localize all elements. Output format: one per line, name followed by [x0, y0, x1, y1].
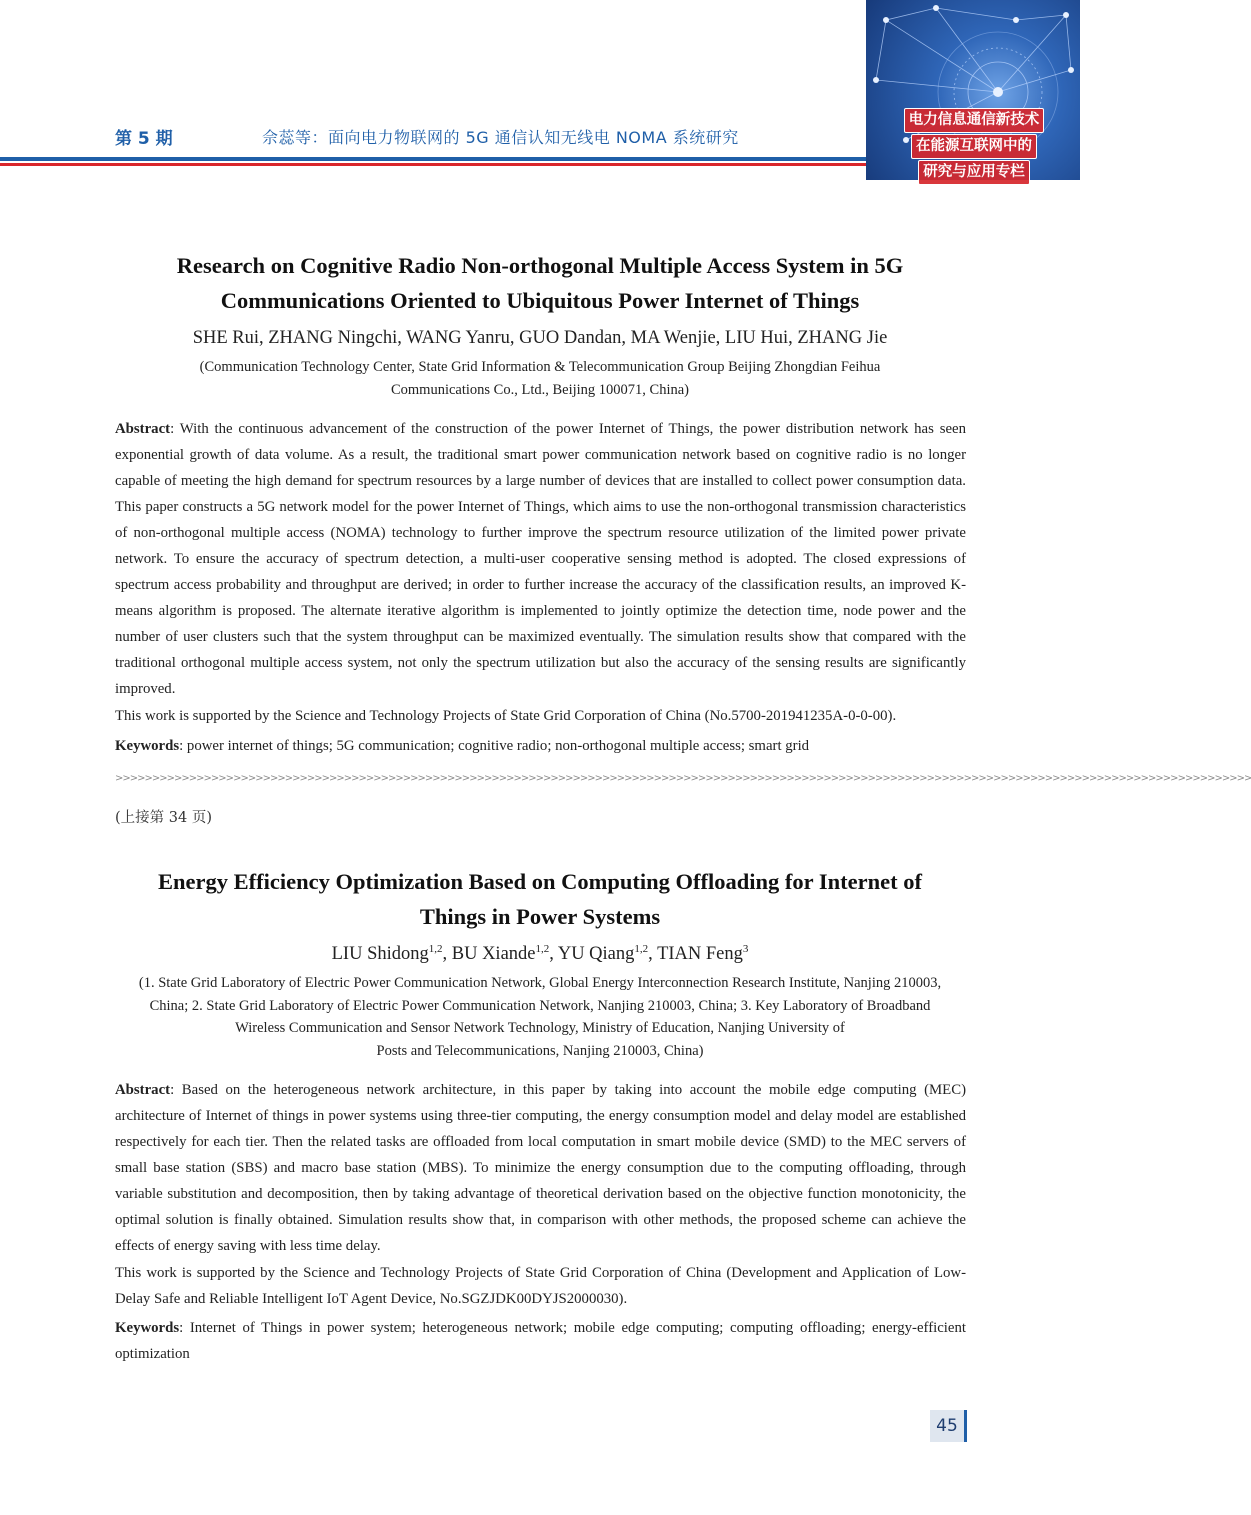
article2-title-line1: Energy Efficiency Optimization Based on Computing Offloading for Internet of [158, 869, 922, 894]
article2-affiliation [110, 972, 970, 1062]
article2-affiliation-line1: (1. State Grid Laboratory of Electric Power Communication Network, Global Energy Interconnection Research Institute, Nanjing 210003, [138, 975, 942, 991]
article1-authors: SHE Rui, ZHANG Ningchi, WANG Yanru, GUO Dandan, MA Wenjie, LIU Hui, ZHANG Jie [192, 328, 888, 348]
banner-line-2: 在能源互联网中的 [911, 134, 1037, 159]
author-name: LIU Shidong [331, 944, 429, 964]
article2-affiliation-line2: China; 2. State Grid Laboratory of Electric Power Communication Network, Nanjing 210003, China; 3. Key Laboratory of Broadband [149, 997, 931, 1014]
article1-affiliation [120, 356, 960, 401]
author-sep: , [442, 944, 452, 964]
article1-affiliation-line2: Communications Co., Ltd., Beijing 100071, China) [390, 381, 690, 398]
article1-title [100, 248, 980, 318]
column-banner [866, 0, 1080, 180]
article2-funding: This work is supported by the Science and Technology Projects of State Grid Corporation of China (Development and Application of Low-Delay Safe and Reliable Intelligent IoT Agent Device, No.SGZJDK00DYJS2000030). [115, 1265, 966, 1307]
article2-title [100, 864, 980, 934]
article1-affiliation-line1: (Communication Technology Center, State Grid Information & Telecommunication Group Beijing Zhongdian Feihua [199, 359, 881, 375]
article1-keywords [115, 733, 966, 759]
article2-authors [100, 944, 980, 965]
issue-label: 第 5 期 [115, 129, 173, 149]
page-number: 45 [930, 1410, 967, 1442]
article2-keywords-text: : Internet of Things in power system; heterogeneous network; mobile edge computing; computing offloading; energy-efficient optimization [115, 1320, 966, 1362]
author-affil-sup: 1,2 [535, 942, 550, 955]
continued-from-note: (上接第 34 页) [115, 810, 212, 826]
article1-funding: This work is supported by the Science and Technology Projects of State Grid Corporation of China (No.5700-201941235A-0-0-00). [115, 708, 897, 724]
article1-abstract [115, 416, 966, 702]
section-divider: >>>>>>>>>>>>>>>>>>>>>>>>>>>>>>>>>>>>>>>>>>>>>>>>>>>>>>>>>>>>>>>>>>>>>>>>>>>>>>>>>>>>>>>>>>>>>>>>>>>>>>>>>>>>>>>>>>>>>>>>>>>>>>>>>>>>>>>>>>>>>>>>>>>>>>>>>> [115, 773, 1251, 784]
article2-keywords-label: Keywords [115, 1320, 180, 1336]
article1-title-line1: Research on Cognitive Radio Non-orthogonal Multiple Access System in 5G [176, 253, 904, 278]
author-affil-sup: 1,2 [634, 942, 649, 955]
article2-affiliation-line3: Wireless Communication and Sensor Network Technology, Ministry of Education, Nanjing University of [235, 1020, 845, 1036]
article2-abstract-label: Abstract [115, 1082, 171, 1098]
author-sep: , [648, 944, 658, 964]
author-name: BU Xiande [451, 944, 536, 964]
article1-title-line2: Communications Oriented to Ubiquitous Power Internet of Things [220, 288, 860, 313]
author-name: YU Qiang [557, 944, 635, 964]
author-affil-sup: 3 [742, 942, 749, 955]
header-rule-red [0, 163, 866, 166]
running-title: 佘蕊等：面向电力物联网的 5G 通信认知无线电 NOMA 系统研究 [262, 128, 739, 147]
author-name: TIAN Feng [657, 944, 743, 964]
article2-title-line2: Things in Power Systems [419, 904, 661, 929]
article1-abstract-label: Abstract [115, 421, 171, 437]
author-sep: , [549, 944, 558, 964]
article1-keywords-label: Keywords [115, 738, 180, 754]
article2-keywords [115, 1315, 966, 1367]
header-rule-blue [0, 157, 866, 161]
article2-abstract-text: : Based on the heterogeneous network architecture, in this paper by taking into account the mobile edge computing (MEC) architecture of Internet of things in power systems using three-tier computing, the energy consumption model and delay model are established respectively for each tier. Then the related tasks are offloaded from local computation in smart mobile device (SMD) to the MEC servers of small base station (SBS) and macro base station (MBS). To minimize the energy consumption due to the computing offloading, through variable substitution and decomposition, then by taking advantage of theoretical derivation based on the objective function monotonicity, the optimal solution is finally obtained. Simulation results show that, in comparison with other methods, the proposed scheme can achieve the effects of energy saving with less time delay. [115, 1082, 966, 1254]
banner-text [874, 108, 1074, 186]
article2-abstract [115, 1077, 966, 1259]
article1-keywords-text: : power internet of things; 5G communication; cognitive radio; non-orthogonal multiple access; smart grid [179, 738, 810, 754]
article2-affiliation-line4: Posts and Telecommunications, Nanjing 210003, China) [376, 1042, 704, 1059]
author-affil-sup: 1,2 [428, 942, 443, 955]
banner-line-1: 电力信息通信新技术 [904, 108, 1045, 133]
article1-abstract-text: : With the continuous advancement of the construction of the power Internet of Things, the power distribution network has seen exponential growth of data volume. As a result, the traditional smart power communication network based on cognitive radio is no longer capable of meeting the high demand for spectrum resources by a large number of devices that are installed to collect power consumption data. This paper constructs a 5G network model for the power Internet of Things, which aims to use the non-orthogonal transmission characteristics of non-orthogonal multiple access (NOMA) technology to further improve the spectrum resource utilization of the limited power private network. To ensure the accuracy of spectrum detection, a multi-user cooperative sensing method is adopted. The closed expressions of spectrum access probability and throughput are derived; in order to further increase the accuracy of the classification results, an improved K-means algorithm is proposed. The alternate iterative algorithm is implemented to jointly optimize the detection time, node power and the number of user clusters such that the system throughput can be maximized eventually. The simulation results show that compared with the traditional orthogonal multiple access system, not only the spectrum utilization but also the accuracy of the sensing results are significantly improved. [115, 421, 966, 697]
banner-line-3: 研究与应用专栏 [918, 160, 1030, 185]
